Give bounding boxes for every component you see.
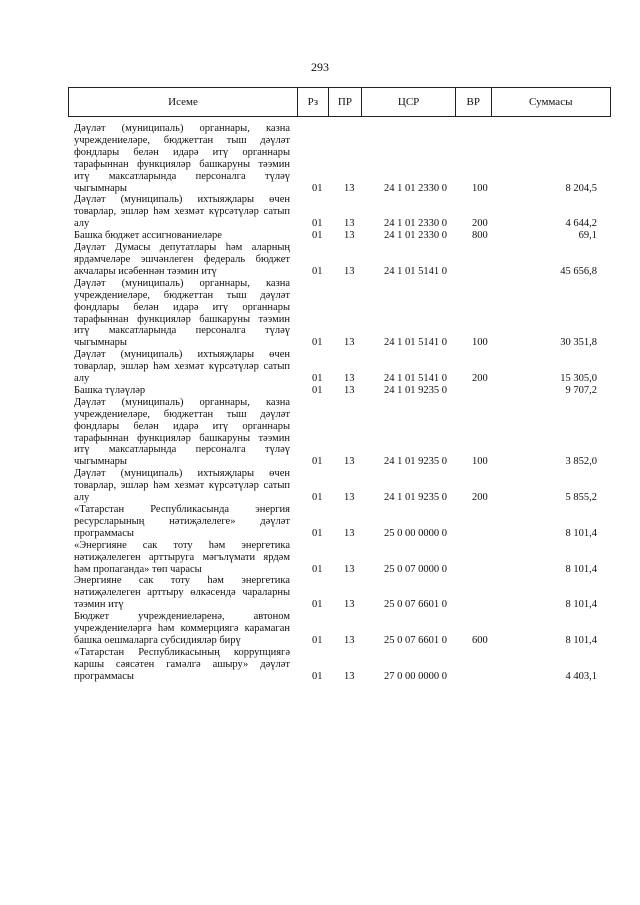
row-sum: 8 204,5 bbox=[565, 182, 597, 194]
table-row bbox=[74, 349, 597, 385]
row-vr: 100 bbox=[472, 182, 488, 194]
row-vr: 200 bbox=[472, 373, 488, 385]
row-name: Башка бюджет ассигнованиеләре bbox=[74, 230, 222, 242]
row-pr: 13 bbox=[344, 337, 355, 349]
row-pr: 13 bbox=[344, 492, 355, 504]
row-pr: 13 bbox=[344, 230, 355, 242]
row-rz: 01 bbox=[312, 599, 323, 611]
row-rz: 01 bbox=[312, 492, 323, 504]
row-rz: 01 bbox=[312, 373, 323, 385]
row-name: Дәүләт (муниципаль) ихтыяҗлары өчен товарлар, эшләр һәм хезмәт күрсәтүләр сатып алу bbox=[74, 349, 290, 385]
row-name: Энергияне сак тоту һәм энергетика нәтиҗәлелеген арттыру өлкәсендә чараларны тәэмин итү bbox=[74, 575, 290, 611]
table-row bbox=[74, 397, 597, 468]
row-pr: 13 bbox=[344, 218, 355, 230]
header-sum: Суммасы bbox=[529, 96, 573, 108]
row-pr: 13 bbox=[344, 456, 355, 468]
row-vr: 200 bbox=[472, 218, 488, 230]
row-rz: 01 bbox=[312, 182, 323, 194]
header-vr: ВР bbox=[456, 88, 492, 116]
row-csr: 24 1 01 2330 0 bbox=[384, 218, 447, 230]
row-rz: 01 bbox=[312, 384, 323, 396]
row-sum: 69,1 bbox=[578, 230, 597, 242]
row-name: Башка түләүләр bbox=[74, 384, 146, 396]
row-csr: 24 1 01 9235 0 bbox=[384, 492, 447, 504]
table-row bbox=[74, 611, 597, 647]
row-rz: 01 bbox=[312, 230, 323, 242]
row-name: Дәүләт (муниципаль) ихтыяҗлары өчен товарлар, эшләр һәм хезмәт күрсәтүләр сатып алу bbox=[74, 194, 290, 230]
row-csr: 24 1 01 9235 0 bbox=[384, 456, 447, 468]
table-body bbox=[74, 123, 597, 683]
row-sum: 8 101,4 bbox=[565, 527, 597, 539]
row-rz: 01 bbox=[312, 563, 323, 575]
row-sum: 45 656,8 bbox=[560, 265, 597, 277]
row-vr: 800 bbox=[472, 230, 488, 242]
row-pr: 13 bbox=[344, 670, 355, 682]
row-pr: 13 bbox=[344, 634, 355, 646]
row-name: Бюджет учреждениеләренә, автоном учреждениеләргә һәм коммерциягә карамаган башка оешмаларга субсидияләр бирү bbox=[74, 611, 290, 646]
row-pr: 13 bbox=[344, 373, 355, 385]
row-name: Дәүләт (муниципаль) органнары, казна учреждениеләре, бюджеттан тыш дәүләт фондлары белән идарә итү органнары тарафыннан функцияләр башкаруны тәэмин итү максатларында персоналга түләү чыгымнары bbox=[74, 123, 290, 194]
row-sum: 8 101,4 bbox=[565, 634, 597, 646]
row-rz: 01 bbox=[312, 527, 323, 539]
row-csr: 24 1 01 5141 0 bbox=[384, 373, 447, 385]
row-rz: 01 bbox=[312, 670, 323, 682]
row-pr: 13 bbox=[344, 599, 355, 611]
row-sum: 3 852,0 bbox=[565, 456, 597, 468]
row-name: Дәүләт (муниципаль) органнары, казна учреждениеләре, бюджеттан тыш дәүләт фондлары белән идарә итү органнары тарафыннан функцияләр башкаруны тәэмин итү максатларында персоналга түләү чыгымнары bbox=[74, 277, 290, 349]
table-row bbox=[74, 230, 597, 242]
row-name: Дәүләт Думасы депутатлары һәм аларның ярдәмчеләре эшчәнлеген федераль бюджет акчалары исәбеннән тәэмин итү bbox=[74, 242, 290, 277]
row-csr: 25 0 07 6601 0 bbox=[384, 634, 447, 646]
table-row bbox=[74, 278, 597, 349]
row-rz: 01 bbox=[312, 337, 323, 349]
row-sum: 8 101,4 bbox=[565, 563, 597, 575]
row-csr: 24 1 01 5141 0 bbox=[384, 265, 447, 277]
header-csr: ЦСР bbox=[362, 88, 456, 116]
table-header bbox=[68, 87, 611, 117]
row-csr: 25 0 07 0000 0 bbox=[384, 563, 447, 575]
table-row bbox=[74, 123, 597, 194]
row-sum: 30 351,8 bbox=[560, 337, 597, 349]
header-pr: ПР bbox=[329, 88, 363, 116]
row-rz: 01 bbox=[312, 218, 323, 230]
row-csr: 27 0 00 0000 0 bbox=[384, 670, 447, 682]
row-pr: 13 bbox=[344, 527, 355, 539]
row-vr: 100 bbox=[472, 456, 488, 468]
row-rz: 01 bbox=[312, 456, 323, 468]
row-name: «Татарстан Республикасының коррупциягә каршы сәясәтен гамәлгә ашыру» дәүләт программасы bbox=[74, 646, 290, 682]
row-vr: 600 bbox=[472, 634, 488, 646]
row-csr: 24 1 01 2330 0 bbox=[384, 230, 447, 242]
table-row bbox=[74, 575, 597, 611]
row-csr: 24 1 01 5141 0 bbox=[384, 337, 447, 349]
row-sum: 5 855,2 bbox=[565, 492, 597, 504]
row-sum: 8 101,4 bbox=[565, 599, 597, 611]
row-pr: 13 bbox=[344, 563, 355, 575]
table-row bbox=[74, 647, 597, 683]
header-rz: Рз bbox=[298, 88, 329, 116]
table-row bbox=[74, 540, 597, 576]
row-sum: 9 707,2 bbox=[565, 384, 597, 396]
row-sum: 4 403,1 bbox=[565, 670, 597, 682]
row-rz: 01 bbox=[312, 634, 323, 646]
table-row bbox=[74, 242, 597, 278]
row-name: Дәүләт (муниципаль) ихтыяҗлары өчен товарлар, эшләр һәм хезмәт күрсәтүләр сатып алу bbox=[74, 468, 290, 504]
row-csr: 25 0 07 6601 0 bbox=[384, 599, 447, 611]
row-sum: 15 305,0 bbox=[560, 373, 597, 385]
row-pr: 13 bbox=[344, 384, 355, 396]
row-vr: 200 bbox=[472, 492, 488, 504]
row-sum: 4 644,2 bbox=[565, 218, 597, 230]
row-name: Дәүләт (муниципаль) органнары, казна учреждениеләре, бюджеттан тыш дәүләт фондлары белән идарә итү органнары тарафыннан функцияләр башкаруны тәэмин итү максатларында персоналга түләү чыгымнары bbox=[74, 396, 290, 468]
row-csr: 24 1 01 9235 0 bbox=[384, 384, 447, 396]
row-name: «Татарстан Республикасында энергия ресурсларының нәтиҗәлелеге» дәүләт программасы bbox=[74, 504, 290, 539]
header-name: Исеме bbox=[69, 88, 298, 116]
row-name: «Энергияне сак тоту һәм энергетика нәтиҗәлелеген арттыруга мәгълүмати ярдәм һәм пропаганда» төп чарасы bbox=[74, 539, 290, 575]
table-row bbox=[74, 468, 597, 504]
table-row bbox=[74, 385, 597, 397]
table-row bbox=[74, 504, 597, 540]
page-number: 293 bbox=[311, 60, 329, 74]
row-csr: 25 0 00 0000 0 bbox=[384, 527, 447, 539]
row-pr: 13 bbox=[344, 265, 355, 277]
row-pr: 13 bbox=[344, 182, 355, 194]
row-csr: 24 1 01 2330 0 bbox=[384, 182, 447, 194]
table-row bbox=[74, 194, 597, 230]
row-rz: 01 bbox=[312, 265, 323, 277]
row-vr: 100 bbox=[472, 337, 488, 349]
